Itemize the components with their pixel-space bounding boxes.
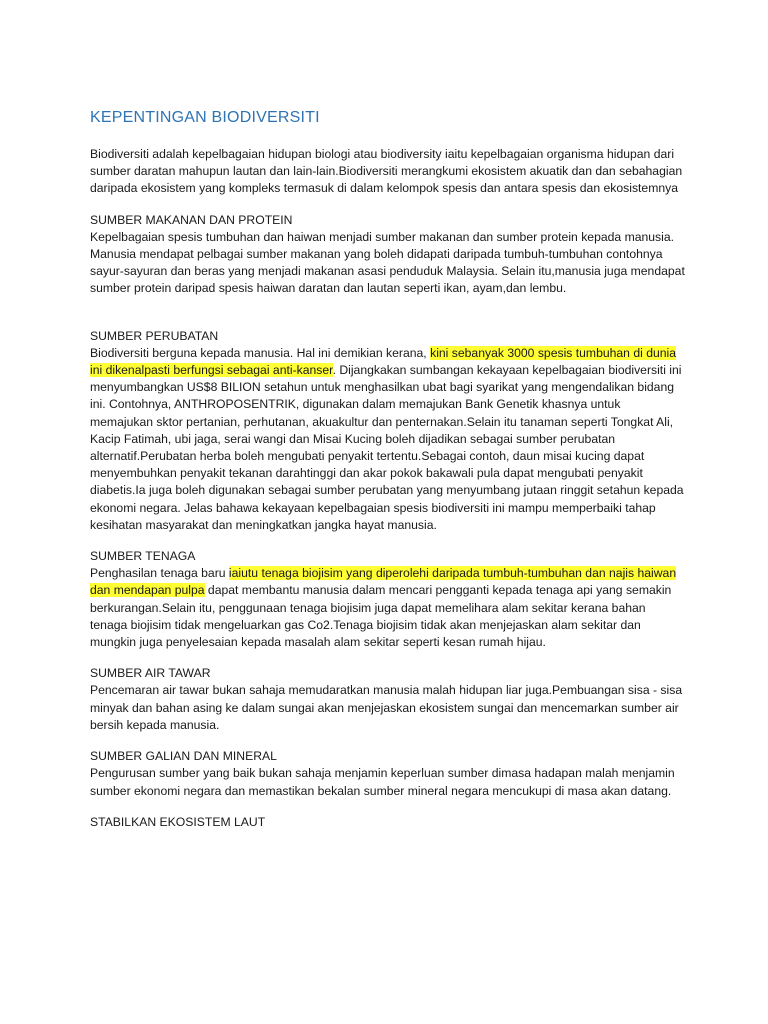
section-body: Kepelbagaian spesis tumbuhan dan haiwan menjadi sumber makanan dan sumber protein kepada manusia. Manusia mendapat pelbagai sumber makanan yang boleh didapati daripada tumbuh-tumbuhan contohnya sayur-sayuran dan beras yang menjadi makanan asasi penduduk Malaysia. Selain itu,manusia juga mendapat sumber protein daripad spesis haiwan daratan dan lautan seperti ikan, ayam,dan lembu. [90, 229, 685, 296]
document-title: KEPENTINGAN BIODIVERSITI [90, 109, 320, 126]
section-heading: SUMBER TENAGA [90, 549, 196, 564]
section-heading: SUMBER GALIAN DAN MINERAL [90, 749, 277, 764]
section-body [90, 345, 686, 534]
section-sumber-makanan [90, 212, 686, 298]
section-body: Pencemaran air tawar bukan sahaja memudaratkan manusia malah hidupan liar juga.Pembuangan sisa - sisa minyak dan bahan asing ke dalam sungai akan menjejaskan ekosistem sungai dan mencemarkan sumber air bersih kepada manusia. [90, 683, 683, 732]
section-heading: SUMBER AIR TAWAR [90, 666, 211, 681]
highlighted-text: iaiutu tenaga biojisim yang diperolehi daripada tumbuh-tumbuhan dan najis haiwan dan mendapan pulpa [90, 566, 677, 598]
highlighted-text: kini sebanyak 3000 spesis tumbuhan di dunia ini dikenalpasti berfungsi sebagai anti-kanser [90, 345, 677, 378]
section-sumber-galian [90, 748, 686, 800]
section-sumber-perubatan [90, 328, 686, 534]
body-text-run: Penghasilan tenaga baru [90, 566, 229, 581]
document-page [90, 108, 686, 845]
intro-paragraph: Biodiversiti adalah kepelbagaian hidupan biologi atau biodiversity iaitu kepelbagaian organisma hidupan dari sumber daratan mahupun lautan dan lain-lain.Biodiversiti merangkumi ekosistem akuatik dan dan sebahagian daripada ekosistem yang kompleks termasuk di dalam kelompok spesis dan antara spesis dan ekosistemnya [90, 147, 683, 196]
section-heading: SUMBER PERUBATAN [90, 328, 219, 343]
body-text-run: Biodiversiti berguna kepada manusia. Hal ini demikian kerana, [90, 345, 431, 360]
section-heading: STABILKAN EKOSISTEM LAUT [90, 814, 266, 829]
section-heading: SUMBER MAKANAN DAN PROTEIN [90, 212, 293, 227]
section-sumber-air-tawar [90, 665, 686, 734]
section-body: Pengurusan sumber yang baik bukan sahaja menjamin keperluan sumber dimasa hadapan malah menjamin sumber ekonomi negara dan memastikan bekalan sumber mineral negara mencukupi di masa akan datang. [90, 766, 675, 798]
section-body [90, 565, 686, 651]
section-sumber-tenaga [90, 548, 686, 651]
body-text-run: . Dijangkakan sumbangan kekayaan kepelbagaian biodiversiti ini menyumbangkan US$8 BILION setahun untuk menghasilkan ubat bagi syarikat yang mengendalikan bidang ini. Contohnya, ANTHROPOSENTRIK, digunakan dalam memajukan Bank Genetik khasnya untuk memajukan sktor pertanian, perhutanan, akuakultur dan penternakan.Selain itu tanaman seperti Tongkat Ali, Kacip Fatimah, ubi jaga, serai wangi dan Misai Kucing boleh dijadikan sebagai sumber perubatan alternatif.Perubatan herba boleh mengubati penyakit tertentu.Sebagai contoh, daun misai kucing dapat menyembuhkan penyakit tekanan darahtinggi dan akar pokok bakawali pula dapat mengubati penyakit diabetis.Ia juga boleh digunakan sebagai sumber perubatan yang menyumbang jutaan ringgit setahun kepada ekonomi negara. Jelas bahawa kekayaan kepelbagaian spesis biodiversiti ini mampu memperbaiki tahap kesihatan masyarakat dan meningkatkan jangka hayat manusia. [90, 363, 684, 532]
body-text-run: dapat membantu manusia dalam mencari pengganti kepada tenaga api yang semakin berkurangan.Selain itu, penggunaan tenaga biojisim juga dapat memelihara alam sekitar kerana bahan tenaga biojisim tidak mengeluarkan gas Co2.Tenaga biojisim tidak akan menjejaskan alam sekitar dan mungkin juga penyelesaian kepada masalah alam sekitar seperti kesan rumah hijau. [90, 583, 672, 650]
section-ekosistem-laut [90, 814, 686, 831]
